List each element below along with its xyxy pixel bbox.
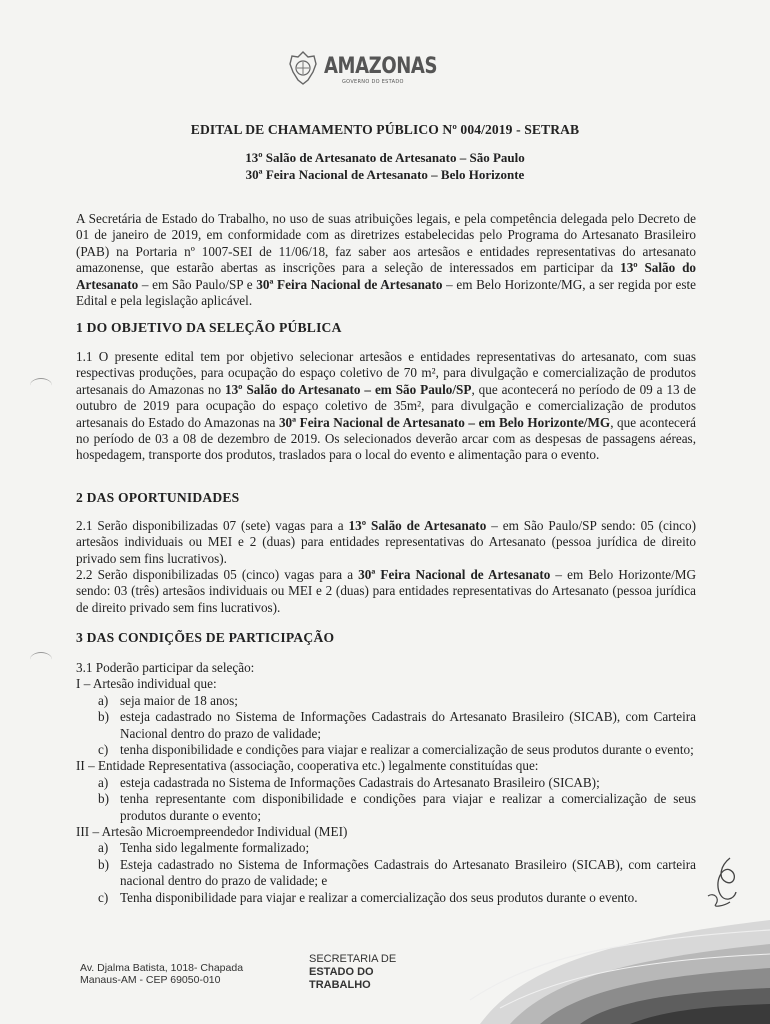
list-item: c) Tenha disponibilidade para viajar e realizar a comercialização dos seus produtos durante o evento. <box>98 889 638 905</box>
footer-address: Av. Djalma Batista, 1018- Chapada Manaus-AM - CEP 69050-010 <box>80 962 244 986</box>
brand-name: AMAZONAS <box>324 54 438 79</box>
section-3-heading: 3 DAS CONDIÇÕES DE PARTICIPAÇÃO <box>76 630 335 645</box>
section-1-heading: 1 DO OBJETIVO DA SELEÇÃO PÚBLICA <box>76 320 342 335</box>
subtitle-sao-paulo: 13º Salão de Artesanato de Artesanato – São Paulo <box>245 150 525 165</box>
intro-paragraph: A Secretária de Estado do Trabalho, no uso de suas atribuições legais, e pela competência delegada pelo Decreto de 01 de janeiro de 2019, em conformidade com as diretrizes estabelecidas pelo Programa do Artesanato Brasileiro (PAB) na Portaria nº 1007-SEI de 11/06/18, faz saber aos artesãos e entidades representativas do artesanato amazonense, que estarão abertas as inscrições para a seleção de interessados em participar da 13º Salão do Artesanato – em São Paulo/SP e 30ª Feira Nacional de Artesanato – em Belo Horizonte/MG, a ser regida por este Edital e pela legislação aplicável. <box>76 211 696 309</box>
list-item: a) seja maior de 18 anos; <box>98 692 238 708</box>
punch-mark <box>30 652 52 667</box>
amazonas-logo <box>286 48 436 98</box>
footer-secretariat: SECRETARIA DE ESTADO DO TRABALHO <box>309 953 397 991</box>
section-3-list <box>76 660 696 906</box>
punch-mark <box>30 378 52 393</box>
section-2-heading: 2 DAS OPORTUNIDADES <box>76 490 240 505</box>
group-1-title: I – Artesão individual que: <box>76 676 217 692</box>
section-1-paragraph: 1.1 O presente edital tem por objetivo selecionar artesãos e entidades representativas do artesanato, com suas respectivas produções, para ocupação do espaço coletivo de 70 m², para divulgação e comercialização de produtos artesanais do Amazonas no 13º Salão do Artesanato – em São Paulo/SP, que acontecerá no período de 09 a 13 de outubro de 2019 para ocupação do espaço coletivo de 35m², para divulgação e comercialização de produtos artesanais do Estado do Amazonas na 30ª Feira Nacional de Artesanato – em Belo Horizonte/MG, que acontecerá no período de 03 a 08 de dezembro de 2019. Os selecionados deverão arcar com as despesas de passagens aéreas, hospedagem, transporte dos produtos, traslados para o local do evento e alimentação para o evento. <box>76 349 697 463</box>
list-item: a) Tenha sido legalmente formalizado; <box>98 840 310 856</box>
group-3-title: III – Artesão Microempreendedor Individual (MEI) <box>76 824 348 840</box>
list-item: c) tenha disponibilidade e condições para viajar e realizar a comercialização de seus produtos durante o evento; <box>98 742 694 758</box>
list-item: b) Esteja cadastrado no Sistema de Informações Cadastrais do Artesanato Brasileiro (SICAB), com carteira nacional dentro do prazo de validade; e <box>98 856 696 889</box>
list-item: b) esteja cadastrado no Sistema de Informações Cadastrais do Artesanato Brasileiro (SICAB), com Carteira Nacional dentro do prazo de validade; <box>98 709 696 741</box>
brand-subtitle: GOVERNO DO ESTADO <box>342 79 404 85</box>
section-2-item-2: 2.2 Serão disponibilizadas 05 (cinco) vagas para a 30ª Feira Nacional de Artesanato – em Belo Horizonte/MG sendo: 03 (três) artesãos individuais ou MEI e 2 (duas) para entidades representativas do Artesanato (pessoa jurídica de direito privado sem fins lucrativos). <box>76 567 696 615</box>
section-3-intro: 3.1 Poderão participar da seleção: <box>76 660 255 675</box>
document-title: EDITAL DE CHAMAMENTO PÚBLICO Nº 004/2019 - SETRAB <box>190 122 580 137</box>
subtitle-belo-horizonte: 30ª Feira Nacional de Artesanato – Belo Horizonte <box>245 167 525 182</box>
decorative-waves <box>440 880 770 1024</box>
group-2-title: II – Entidade Representativa (associação, cooperativa etc.) legalmente constituídas que: <box>76 758 539 774</box>
list-item: b) tenha representante com disponibilidade e condições para viajar e realizar a comercialização de seus produtos durante o evento; <box>98 791 696 823</box>
state-crest-icon <box>286 50 320 86</box>
section-2-item-1: 2.1 Serão disponibilizadas 07 (sete) vagas para a 13º Salão de Artesanato – em São Paulo/SP sendo: 05 (cinco) artesãos individuais ou MEI e 2 (duas) para entidades representativas do Artesanato (pessoa jurídica de direito privado sem fins lucrativos). <box>76 518 697 566</box>
list-item: a) esteja cadastrada no Sistema de Informações Cadastrais do Artesanato Brasileiro (SICAB); <box>98 774 600 790</box>
